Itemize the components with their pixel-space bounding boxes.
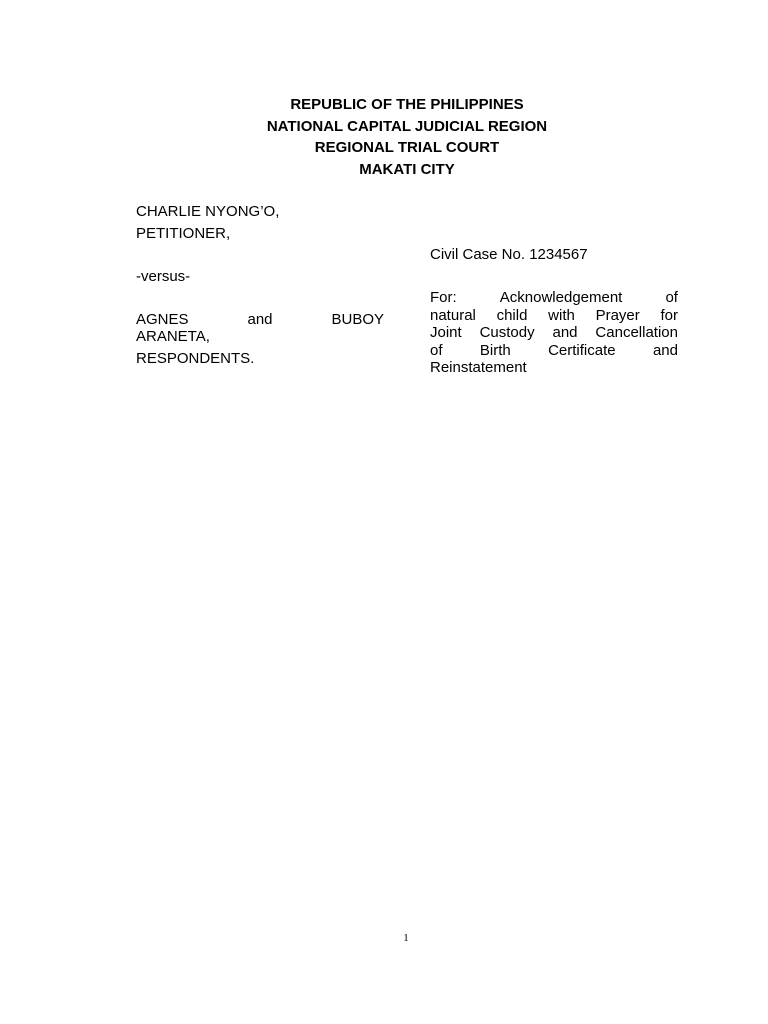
subject-word: Birth (479, 341, 511, 359)
subject-word: with (548, 306, 575, 324)
respondent-word: BUBOY (331, 311, 384, 328)
subject-word: For: (430, 289, 457, 306)
subject-word: for (660, 306, 678, 324)
case-subject-line (430, 324, 678, 342)
case-subject-line (430, 342, 678, 360)
case-subject-line (430, 307, 678, 325)
respondent-role: RESPONDENTS. (136, 350, 255, 367)
header-city: MAKATI CITY (359, 160, 455, 178)
subject-word: and (552, 324, 578, 341)
subject-word: Prayer (595, 306, 640, 324)
subject-word: natural (430, 306, 476, 324)
subject-word: Custody (479, 324, 535, 341)
petitioner-role: PETITIONER, (136, 225, 231, 242)
subject-word: Cancellation (595, 324, 678, 341)
case-subject-line (430, 289, 678, 307)
case-subject-last: Reinstatement (430, 359, 527, 376)
subject-word: Certificate (548, 341, 616, 359)
header-court: REGIONAL TRIAL COURT (314, 139, 500, 156)
versus-label: -versus- (136, 268, 191, 285)
subject-word: of (665, 289, 678, 306)
petitioner-name: CHARLIE NYONG’O, (136, 203, 280, 220)
subject-word: child (496, 306, 528, 324)
subject-word: Acknowledgement (499, 289, 623, 306)
header-region: NATIONAL CAPITAL JUDICIAL REGION (266, 117, 548, 135)
court-header (0, 94, 768, 180)
respondent-word: AGNES (136, 311, 189, 328)
respondent-name-line (136, 311, 384, 328)
subject-word: of (430, 341, 443, 359)
case-number: Civil Case No. 1234567 (430, 246, 588, 263)
subject-word: Joint (430, 324, 462, 341)
header-republic: REPUBLIC OF THE PHILIPPINES (290, 96, 524, 113)
respondent-name-cont: ARANETA, (136, 328, 210, 345)
respondent-word: and (247, 311, 273, 328)
page-number: 1 (403, 932, 409, 944)
subject-word: and (652, 341, 678, 359)
